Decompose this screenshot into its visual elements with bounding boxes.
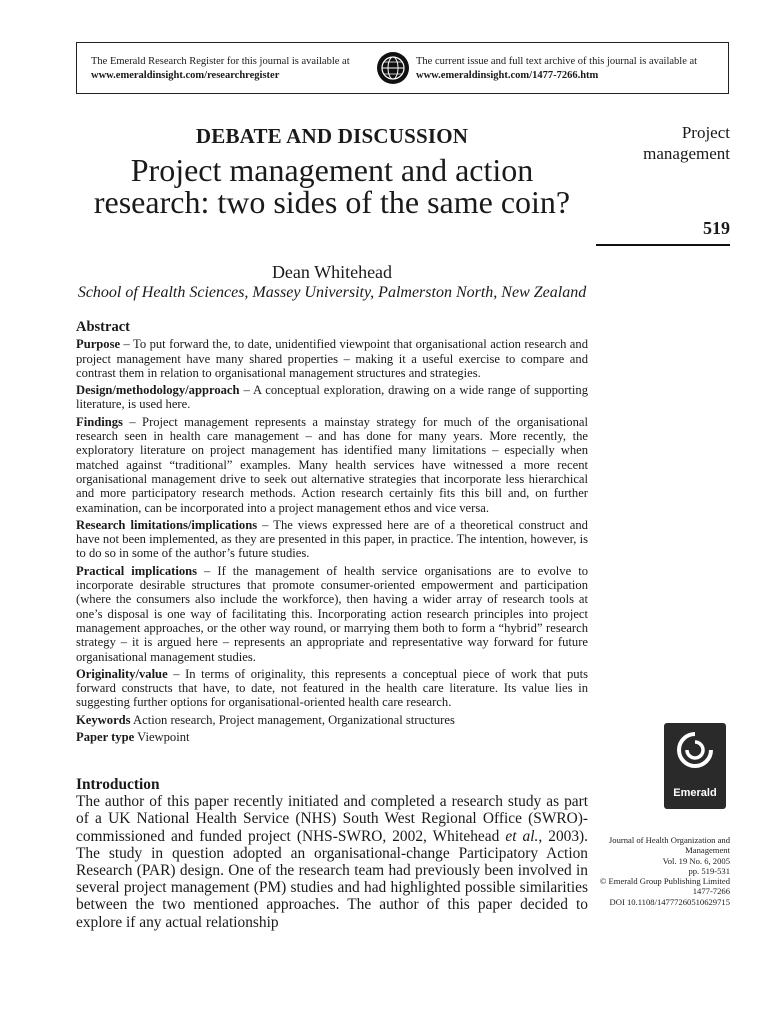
abstract-findings bbox=[76, 415, 588, 515]
introduction-paragraph bbox=[76, 793, 588, 931]
purpose-text: – To put forward the, to date, unidentified viewpoint that organisational action research and project management have many shared properties – making it a useful exercise to compare and contrast them in relation to organisational management structures and strategies. bbox=[76, 337, 588, 380]
journal-archive-link[interactable]: www.emeraldinsight.com/1477-7266.htm bbox=[416, 70, 599, 81]
research-register-link[interactable]: www.emeraldinsight.com/researchregister bbox=[91, 70, 280, 81]
journal-issn: 1477-7266 bbox=[692, 886, 730, 897]
author-affiliation: School of Health Sciences, Massey University, Palmerston North, New Zealand bbox=[77, 284, 587, 301]
practical-label: Practical implications bbox=[76, 563, 198, 578]
margin-rule bbox=[596, 244, 730, 246]
journal-name-1: Journal of Health Organization and bbox=[608, 835, 730, 845]
abstract-originality bbox=[76, 667, 588, 710]
emerald-swirl-icon bbox=[676, 731, 714, 769]
intro-etal: et al. bbox=[505, 827, 539, 845]
abstract-practical bbox=[76, 564, 588, 664]
author-name: Dean Whitehead bbox=[271, 262, 393, 282]
running-head bbox=[596, 122, 730, 164]
paper-title: Project management and action research: two sides of the same coin? bbox=[93, 152, 571, 220]
abstract-design bbox=[76, 383, 588, 412]
journal-banner bbox=[76, 42, 729, 94]
journal-pages: pp. 519-531 bbox=[688, 865, 730, 876]
journal-copyright: © Emerald Group Publishing Limited bbox=[599, 876, 730, 887]
running-head-line1: Project bbox=[681, 123, 730, 142]
papertype-text: Viewpoint bbox=[134, 730, 190, 745]
journal-info bbox=[586, 835, 730, 907]
introduction-heading: Introduction bbox=[76, 776, 160, 793]
abstract-keywords bbox=[76, 713, 588, 727]
keywords-label: Keywords bbox=[76, 712, 131, 727]
banner-left-text: The Emerald Research Register for this journal is available at bbox=[91, 56, 350, 67]
limitations-text: – The views expressed here are of a theoretical construct and have not been implemented, as they are presented in this paper, in practice. The intention, however, is to do so in some of the author’s future studies. bbox=[76, 517, 588, 561]
keywords-text: Action research, Project management, Organizational structures bbox=[130, 712, 455, 727]
logo-wordmark: Emerald bbox=[673, 787, 717, 799]
abstract bbox=[76, 320, 588, 747]
abstract-papertype bbox=[76, 730, 588, 744]
page-number: 519 bbox=[703, 218, 730, 238]
design-text: – A conceptual exploration, drawing on a wide range of supporting literature, is used here. bbox=[76, 383, 588, 412]
design-label: Design/methodology/approach bbox=[76, 383, 240, 398]
banner-right bbox=[416, 55, 726, 83]
running-head-line2: management bbox=[643, 144, 730, 163]
abstract-heading: Abstract bbox=[76, 319, 130, 335]
findings-label: Findings bbox=[76, 414, 123, 429]
banner-left bbox=[91, 55, 366, 83]
abstract-purpose bbox=[76, 337, 588, 380]
originality-label: Originality/value bbox=[76, 666, 168, 681]
papertype-label: Paper type bbox=[76, 730, 135, 745]
limitations-label: Research limitations/implications bbox=[76, 517, 258, 532]
originality-text: – In terms of originality, this represents a conceptual piece of work that puts forward constructs that have, to date, not featured in the health care literature. Its value lies in suggesting further options for organisational-oriented health care research. bbox=[76, 666, 588, 710]
journal-doi: DOI 10.1108/14777260510629715 bbox=[609, 896, 730, 907]
journal-volume: Vol. 19 No. 6, 2005 bbox=[662, 855, 730, 866]
introduction bbox=[76, 776, 588, 931]
purpose-label: Purpose bbox=[76, 337, 121, 352]
intro-text-a: The author of this paper recently initiated and completed a research study as part of a UK National Health Service (NHS) South West Regional Office (SWRO)-commissioned and funded project (NHS-SWRO, 2002, Whitehead bbox=[76, 793, 588, 845]
banner-right-text: The current issue and full text archive of this journal is available at bbox=[416, 56, 698, 67]
journal-name-2: Management bbox=[685, 845, 730, 856]
findings-text: – Project management represents a mainstay strategy for much of the organisational research seen in health care management – and has done for many years. More recently, the exploratory literature on project management has identified many limitations – especially when matched against “traditional” examples. Many health services have witnessed a more recent organisational management drive to seek out alternative strategies that incorporate less hierarchical and more participatory research methods. Action research certainly fits this bill and, on further examination, can be incorporated into a project management ethos and vice versa. bbox=[76, 414, 588, 515]
practical-text: – If the management of health service organisations are to evolve to incorporate desirable structures that promote consumer-oriented empowerment and participation (where the consumers also include the workforce), then having a wider array of research tools at one’s disposal is one way of facilitating this. Incorporating action research principles into project management approaches, or the other way round, or marrying them both to form a “hybrid” research strategy – it is argued here – represents an appropriate and representative way forward for future organisational management studies. bbox=[76, 563, 589, 664]
intro-text-b: , 2003). The study in question adopted an organisational-change Participatory Action Research (PAR) design. One of the research team had previously been involved in several project management (PM) studies and had highlighted possible similarities between the two mentioned approaches. The author of this paper decided to explore if any actual relationship bbox=[76, 827, 588, 931]
globe-icon bbox=[376, 51, 410, 85]
emerald-logo bbox=[664, 723, 726, 809]
abstract-limitations bbox=[76, 518, 588, 561]
section-heading: DEBATE AND DISCUSSION bbox=[195, 124, 469, 148]
